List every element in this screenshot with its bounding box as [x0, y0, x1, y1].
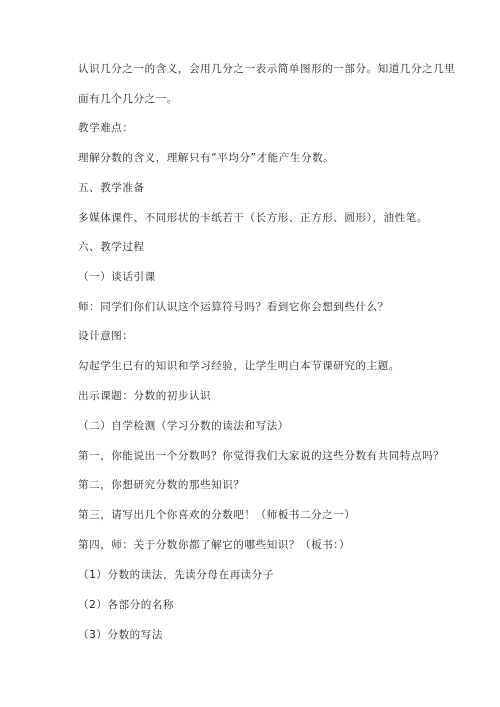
step-4: 第四，师：关于分数你都了解它的哪些知识？（板书：）	[78, 539, 351, 551]
step-1: 第一，你能说出一个分数吗？你觉得我们大家说的这些分数有共同特点吗？	[78, 450, 445, 462]
topic-display: 出示课题：分数的初步认识	[78, 390, 212, 402]
part-1-heading: （一）谈话引课	[78, 271, 156, 283]
section-5-heading: 五、教学准备	[78, 182, 145, 194]
section-6-heading: 六、教学过程	[78, 241, 145, 253]
teaching-difficulty-text: 理解分数的含义，理解只有“平均分”才能产生分数。	[78, 152, 335, 164]
teaching-difficulty-heading: 教学难点：	[78, 122, 134, 134]
item-2: （2）各部分的名称	[78, 599, 175, 611]
item-1: （1）分数的读法，先读分母在再读分子	[78, 569, 274, 581]
step-3: 第三，请写出几个你喜欢的分数吧！（师板书二分之一）	[78, 509, 356, 521]
paragraph-line-2: 面有几个几分之一。	[78, 93, 178, 105]
part-2-heading: （二）自学检测（学习分数的读法和写法）	[78, 420, 289, 432]
paragraph-line-1: 认识几分之一的含义，会用几分之一表示简单图形的一部分。知道几分之几里	[78, 63, 456, 75]
design-intent-heading: 设计意图：	[78, 330, 134, 342]
item-3: （3）分数的写法	[78, 629, 163, 641]
step-2: 第二，你想研究分数的那些知识？	[78, 479, 245, 491]
teacher-question-1: 师：同学们你们认识这个运算符号吗？看到它你会想到些什么？	[78, 301, 389, 313]
section-5-text: 多媒体课件、不同形状的卡纸若干（长方形、正方形、圆形），油性笔。	[78, 212, 428, 224]
design-intent-text: 勾起学生已有的知识和学习经验，让学生明白本节课研究的主题。	[78, 360, 400, 372]
